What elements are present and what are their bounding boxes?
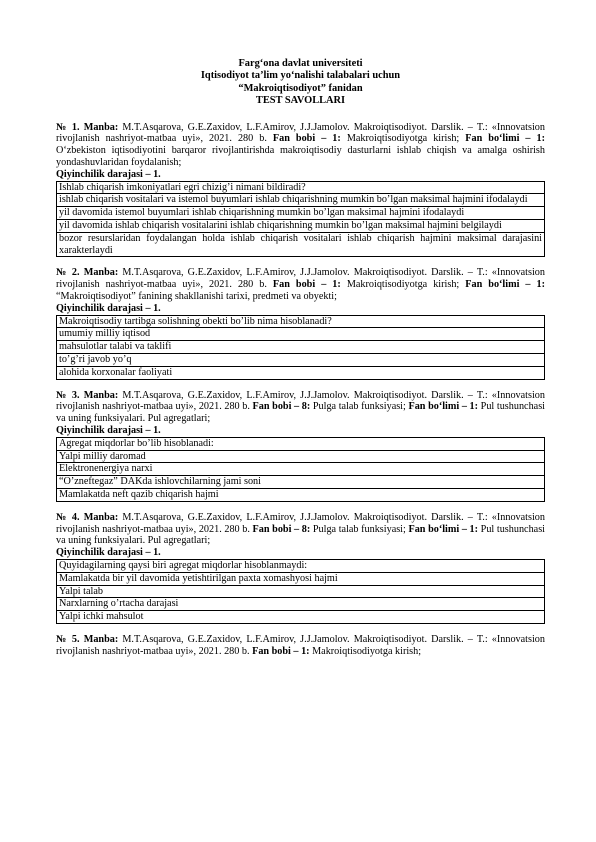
answer-row	[57, 232, 545, 257]
university-name: Farg‘ona davlat universiteti	[238, 58, 363, 69]
answer-option: alohida korxonalar faoliyati	[57, 366, 545, 379]
question-row	[57, 559, 545, 572]
fan-bobi-text: Makroiqtisodiyotga kirish;	[312, 645, 422, 657]
fan-bobi-text: Pulga talab funksiyasi;	[312, 523, 406, 535]
answer-row	[57, 450, 545, 463]
question-number: № 5.	[56, 633, 80, 645]
answer-option: Yalpi milliy daromad	[57, 450, 545, 463]
fan-bolimi-label: Fan bo‘limi – 1:	[465, 279, 546, 291]
answer-option: Narxlarning o’rtacha darajasi	[57, 598, 545, 611]
answer-option: bozor resurslaridan foydalangan holda ishlab chiqarish vositalari ishlab chiqarish hajmini maksimal darajasini xarakterlaydi	[57, 232, 545, 257]
question-row	[57, 315, 545, 328]
answer-row	[57, 353, 545, 366]
source-text: M.T.Asqarova, G.E.Zaxidov, L.F.Amirov, J.J.Jamolov. Makroiqtisodiyot. Darslik. – T.: «Innovatsion rivojlanish nashriyot-matbaa uyi», 2021. 280 b.	[56, 121, 545, 145]
question-block-1	[56, 122, 545, 258]
answer-option: Yalpi talab	[57, 585, 545, 598]
document-header	[56, 58, 545, 108]
question-row	[57, 181, 545, 194]
manba-label: Manba:	[83, 511, 119, 523]
answer-row	[57, 366, 545, 379]
question-table	[56, 181, 545, 258]
question-meta	[56, 267, 545, 302]
question-row	[57, 437, 545, 450]
fan-bolimi-label: Fan bo‘limi – 1:	[465, 133, 546, 145]
answer-row	[57, 207, 545, 220]
manba-label: Manba:	[83, 267, 119, 279]
fan-bolimi-label: Fan bo‘limi – 1:	[408, 523, 479, 535]
question-table	[56, 315, 545, 380]
question-meta	[56, 122, 545, 169]
fan-bobi-text: Pulga talab funksiyasi;	[312, 401, 406, 413]
question-block-4	[56, 512, 545, 624]
answer-option: “O’zneftegaz” DAKda ishlovchilarning jami soni	[57, 476, 545, 489]
question-number: № 3.	[56, 389, 80, 401]
answer-row	[57, 598, 545, 611]
fan-bobi-label: Fan bobi – 1:	[272, 279, 341, 291]
answer-row	[57, 585, 545, 598]
fan-bolimi-text: O‘zbekiston iqtisodiyotini barqaror rivojlantirishda makroiqtisodiy dasturlarni ishlab chiqish va amalga oshirish yondashuvlaridan foydalanish;	[56, 145, 545, 169]
answer-option: to’g’ri javob yo’q	[57, 353, 545, 366]
source-text: M.T.Asqarova, G.E.Zaxidov, L.F.Amirov, J.J.Jamolov. Makroiqtisodiyot. Darslik. – T.: «Innovatsion rivojlanish nashriyot-matbaa uyi», 2021. 280 b.	[56, 633, 545, 657]
answer-option: Elektronenergiya narxi	[57, 463, 545, 476]
question-text: Agregat miqdorlar bo’lib hisoblanadi:	[57, 437, 545, 450]
subject-line: “Makroiqtisodiyot” fanidan	[238, 82, 363, 94]
question-text: Ishlab chiqarish imkoniyatlari egri chizig’i nimani bildiradi?	[57, 181, 545, 194]
answer-option: ishlab chiqarish vositalari va istemol buyumlari ishlab chiqarishning mumkin bo’lgan maksimal hajmini ifodalaydi	[57, 194, 545, 207]
answer-row	[57, 194, 545, 207]
fan-bobi-label: Fan bobi – 8:	[252, 523, 311, 535]
question-table	[56, 437, 545, 502]
fan-bolimi-text: Pul tushunchasi va uning funksiyalari. Pul agregatlari;	[56, 401, 545, 425]
question-text: Makroiqtisodiy tartibga solishning obekti bo’lib nima hisoblanadi?	[57, 315, 545, 328]
difficulty-level: Qiyinchilik darajasi – 1.	[56, 168, 161, 180]
difficulty-level: Qiyinchilik darajasi – 1.	[56, 547, 161, 559]
answer-row	[57, 341, 545, 354]
question-meta	[56, 512, 545, 547]
answer-row	[57, 463, 545, 476]
answer-option: mahsulotlar talabi va taklifi	[57, 341, 545, 354]
fan-bobi-label: Fan bobi – 8:	[252, 401, 311, 413]
question-number: № 2.	[56, 267, 80, 279]
answer-option: Yalpi ichki mahsulot	[57, 611, 545, 624]
answer-option: Mamlakatda neft qazib chiqarish hajmi	[57, 488, 545, 501]
fan-bobi-label: Fan bobi – 1:	[252, 645, 310, 657]
difficulty-level: Qiyinchilik darajasi – 1.	[56, 424, 161, 436]
answer-option: yil davomida ishlab chiqarish vositalarini ishlab chiqarishning mumkin bo’lgan maksimal hajmini belgilaydi	[57, 220, 545, 233]
manba-label: Manba:	[83, 389, 119, 401]
document-page	[56, 58, 545, 668]
answer-row	[57, 488, 545, 501]
manba-label: Manba:	[83, 633, 119, 645]
question-table	[56, 559, 545, 624]
answer-row	[57, 220, 545, 233]
manba-label: Manba:	[83, 121, 119, 133]
question-meta	[56, 390, 545, 425]
question-block-3	[56, 390, 545, 502]
question-meta	[56, 634, 545, 658]
question-text: Quyidagilarning qaysi biri agregat miqdorlar hisoblanmaydi:	[57, 559, 545, 572]
fan-bolimi-label: Fan bo‘limi – 1:	[408, 401, 479, 413]
source-text: M.T.Asqarova, G.E.Zaxidov, L.F.Amirov, J.J.Jamolov. Makroiqtisodiyot. Darslik. – T.: «Innovatsion rivojlanish nashriyot-matbaa uyi», 2021. 280 b.	[56, 511, 545, 535]
answer-option: yil davomida istemol buyumlari ishlab chiqarishning mumkin bo’lgan maksimal hajmini ifodalaydi	[57, 207, 545, 220]
fan-bobi-text: Makroiqtisodiyotga kirish;	[346, 133, 460, 145]
question-number: № 4.	[56, 511, 80, 523]
source-text: M.T.Asqarova, G.E.Zaxidov, L.F.Amirov, J.J.Jamolov. Makroiqtisodiyot. Darslik. – T.: «Innovatsion rivojlanish nashriyot-matbaa uyi», 2021. 280 b.	[56, 267, 545, 291]
answer-row	[57, 572, 545, 585]
fan-bobi-label: Fan bobi – 1:	[272, 133, 341, 145]
difficulty-level: Qiyinchilik darajasi – 1.	[56, 302, 161, 314]
audience-line: Iqtisodiyot ta’lim yo‘nalishi talabalari uchun	[200, 70, 401, 82]
document-title: TEST SAVOLLARI	[255, 95, 346, 107]
answer-row	[57, 476, 545, 489]
answer-row	[57, 328, 545, 341]
question-number: № 1.	[56, 121, 80, 133]
answer-row	[57, 611, 545, 624]
fan-bolimi-text: “Makroiqtisodiyot” fanining shakllanishi tarixi, predmeti va obyekti;	[56, 290, 337, 302]
fan-bolimi-text: Pul tushunchasi va uning funksiyalari. Pul agregatlari;	[56, 523, 545, 547]
source-text: M.T.Asqarova, G.E.Zaxidov, L.F.Amirov, J.J.Jamolov. Makroiqtisodiyot. Darslik. – T.: «Innovatsion rivojlanish nashriyot-matbaa uyi», 2021. 280 b.	[56, 389, 545, 413]
fan-bobi-text: Makroiqtisodiyotga kirish;	[346, 279, 460, 291]
answer-option: umumiy milliy iqtisod	[57, 328, 545, 341]
question-block-2	[56, 267, 545, 379]
question-block-5	[56, 634, 545, 658]
answer-option: Mamlakatda bir yil davomida yetishtirilgan paxta xomashyosi hajmi	[57, 572, 545, 585]
